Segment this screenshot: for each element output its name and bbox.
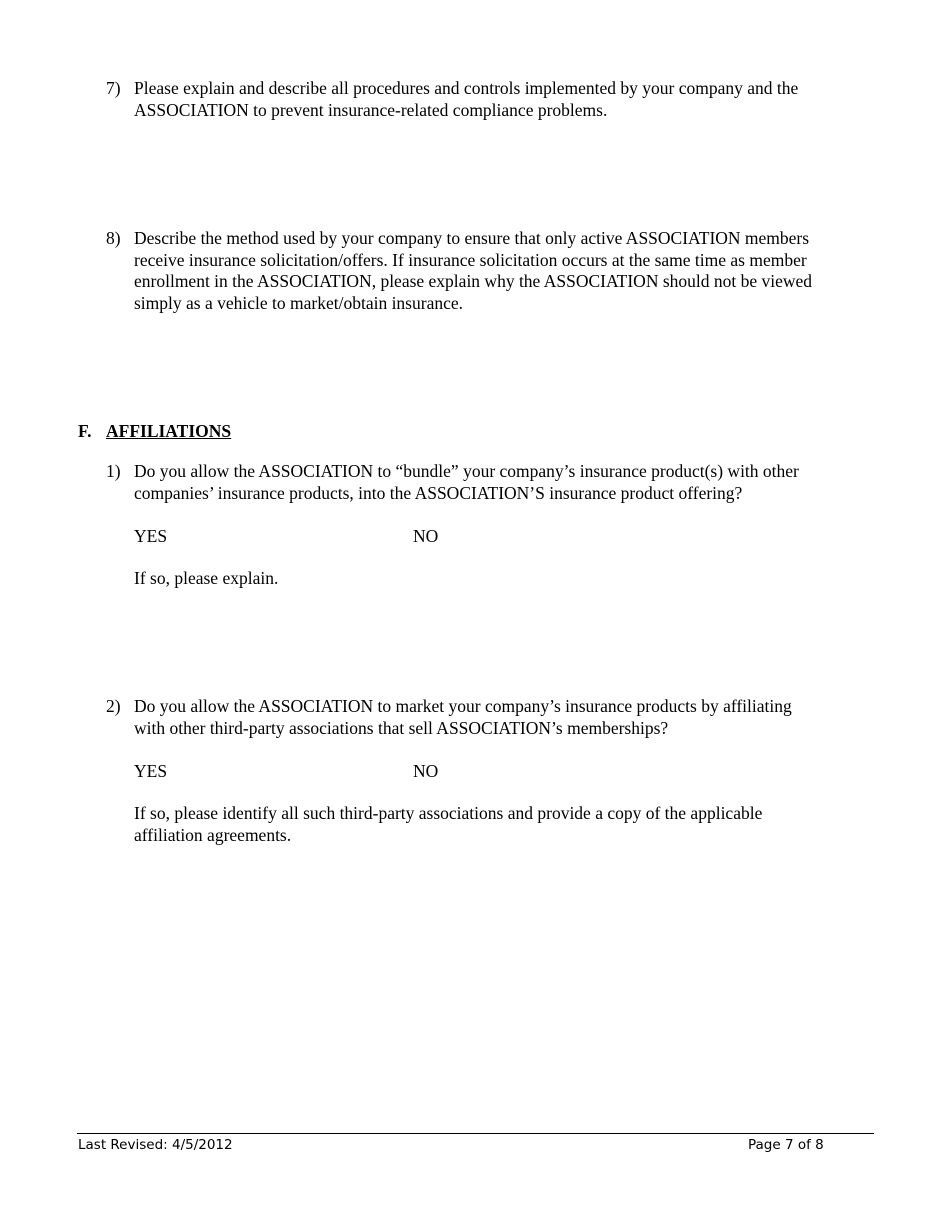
section-letter: F. [78,421,92,441]
question-text: Describe the method used by your company to ensure that only active ASSOCIATION members receive insurance solicitation/offers. If insurance solicitation occurs at the same time as member enrollment in the ASSOCIATION, please explain why the ASSOCIATION should not be viewed simply as a vehicle to market/obtain insurance. [134,228,813,313]
followup-text: If so, please identify all such third-party associations and provide a copy of the applicable affiliation agreements. [134,803,763,845]
last-revised-date: Last Revised: 4/5/2012 [78,1137,233,1153]
question-text: Please explain and describe all procedures and controls implemented by your company and the ASSOCIATION to prevent insurance-related compliance problems. [134,78,799,120]
no-option[interactable]: NO [413,526,439,546]
question-number: 2) [106,696,121,716]
question-text: Do you allow the ASSOCIATION to market your company’s insurance products by affiliating with other third-party associations that sell ASSOCIATION’s memberships? [134,696,792,738]
section-title: AFFILIATIONS [106,421,232,441]
question-number: 8) [106,228,121,248]
page-number: Page 7 of 8 [748,1137,824,1153]
question-number: 1) [106,461,121,481]
yes-option[interactable]: YES [134,526,168,546]
followup-text: If so, please explain. [134,568,279,588]
yes-option[interactable]: YES [134,761,168,781]
question-text: Do you allow the ASSOCIATION to “bundle” your company’s insurance product(s) with other companies’ insurance products, into the ASSOCIATION’S insurance product offering? [134,461,799,503]
footer-divider [77,1133,874,1134]
no-option[interactable]: NO [413,761,439,781]
question-number: 7) [106,78,121,98]
